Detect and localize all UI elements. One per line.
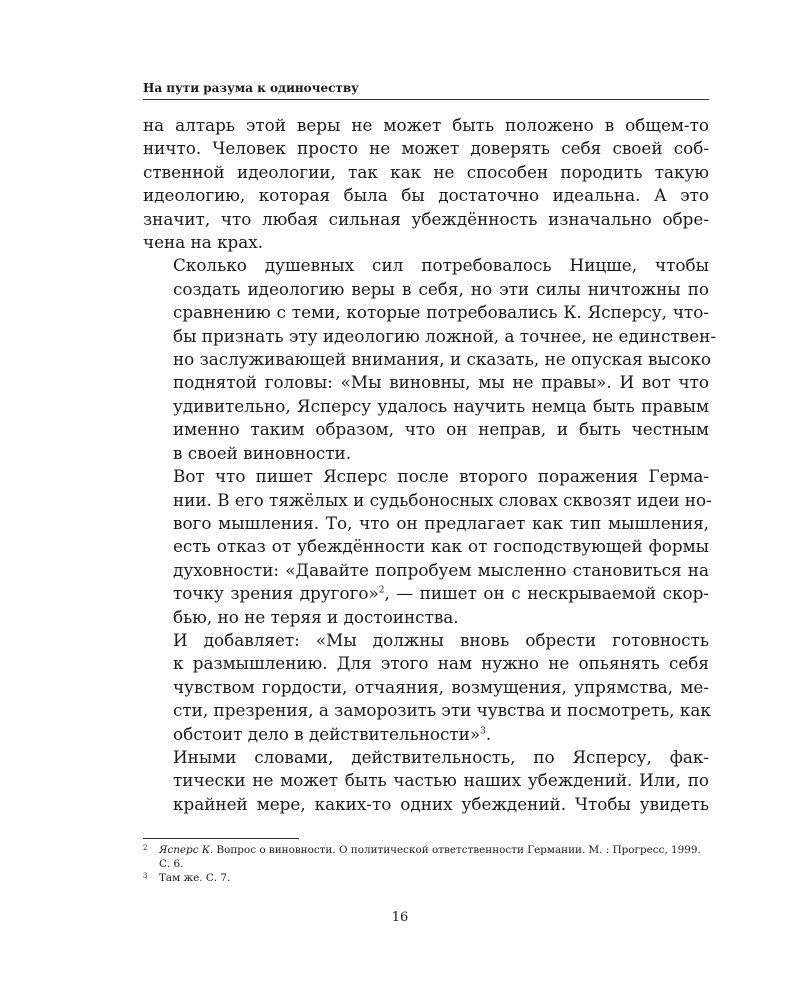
body-text: [143, 114, 717, 816]
footnote-author: Ясперс К.: [159, 844, 214, 856]
footnote: [143, 843, 709, 871]
footnote: [143, 871, 709, 885]
footnote-number: 3: [143, 872, 148, 880]
text-line: И добавляет: «Мы должны вновь обрести готовность: [173, 629, 709, 650]
paragraph: [143, 629, 709, 746]
text-line: крайней мере, каких-то одних убеждений. Чтобы увидеть: [173, 793, 709, 814]
paragraph: [143, 746, 709, 816]
text-line: есть отказ от убеждённости как от господствующей формы: [173, 536, 709, 557]
paragraph: [143, 114, 709, 254]
text-line: духовности: «Давайте попробуем мысленно становиться на: [173, 559, 709, 580]
text-line: сравнению с теми, которые потребовались К. Ясперсу, что-: [173, 302, 709, 323]
text-line: бью, но не теряя и достоинства.: [173, 606, 459, 627]
text-line: вого мышления. То, что он предлагает как тип мышления,: [173, 512, 709, 533]
text-line: но заслуживающей внимания, и сказать, не опуская высоко: [173, 349, 711, 370]
text-line: значит, что любая сильная убеждённость изначально обре-: [143, 208, 709, 229]
footnote-number: 2: [143, 844, 148, 852]
running-head: На пути разума к одиночеству: [143, 80, 709, 100]
footnote-ref: 3: [480, 725, 486, 736]
text-line: удивительно, Ясперсу удалось научить немца быть правым: [173, 395, 709, 416]
footnotes: [143, 843, 709, 885]
text-line: ничто. Человек просто не может доверять себя своей соб-: [143, 138, 709, 159]
text-line: чувством гордости, отчаяния, возмущения, упрямства, ме-: [173, 676, 709, 697]
text-line: на алтарь этой веры не может быть положено в общем-то: [143, 115, 709, 135]
text-line: обстоит дело в действительности»$^3$.: [173, 723, 492, 744]
text-line: бы признать эту идеологию ложной, а точнее, не единствен-: [173, 325, 717, 346]
footnote-divider: [143, 838, 299, 839]
text-line: точку зрения другого»$^2$, — пишет он с нескрываемой скор-: [173, 583, 709, 604]
text-line: именно таким образом, что он неправ, и быть честным: [173, 419, 709, 440]
text-line: создать идеологию веры в себя, но эти силы ничтожны по: [173, 278, 709, 299]
text-line: сти, презрения, а заморозить эти чувства и посмотреть, как: [173, 700, 711, 721]
text-line: в своей виновности.: [173, 442, 352, 463]
text-line: чена на крах.: [143, 232, 264, 253]
text-line: ственной идеологии, так как не способен породить такую: [143, 161, 709, 182]
paragraph: [143, 465, 712, 629]
text-line: Вот что пишет Ясперс после второго поражения Герма-: [173, 466, 709, 487]
text-line: идеологию, которая была бы достаточно идеальна. А это: [143, 185, 709, 206]
footnote-ref: 2: [378, 585, 385, 596]
footnote-text: Там же. С. 7.: [159, 872, 231, 884]
page-number: 16: [391, 910, 409, 925]
text-line: Сколько душевных сил потребовалось Ницше, чтобы: [173, 255, 709, 276]
footnote-text: Вопрос о виновности. О политической ответственности Германии. М. : Прогресс, 1999. С. 6.: [159, 844, 701, 870]
text-line: к размышлению. Для этого нам нужно не опьянять себя: [173, 653, 709, 674]
text-line: тически не может быть частью наших убеждений. Или, по: [173, 770, 709, 791]
paragraph: [143, 254, 717, 465]
text-line: Иными словами, действительность, по Ясперсу, фак-: [173, 746, 709, 767]
text-line: нии. В его тяжёлых и судьбоносных словах сквозят идеи но-: [173, 489, 712, 510]
text-line: поднятой головы: «Мы виновны, мы не правы». И вот что: [173, 372, 709, 393]
